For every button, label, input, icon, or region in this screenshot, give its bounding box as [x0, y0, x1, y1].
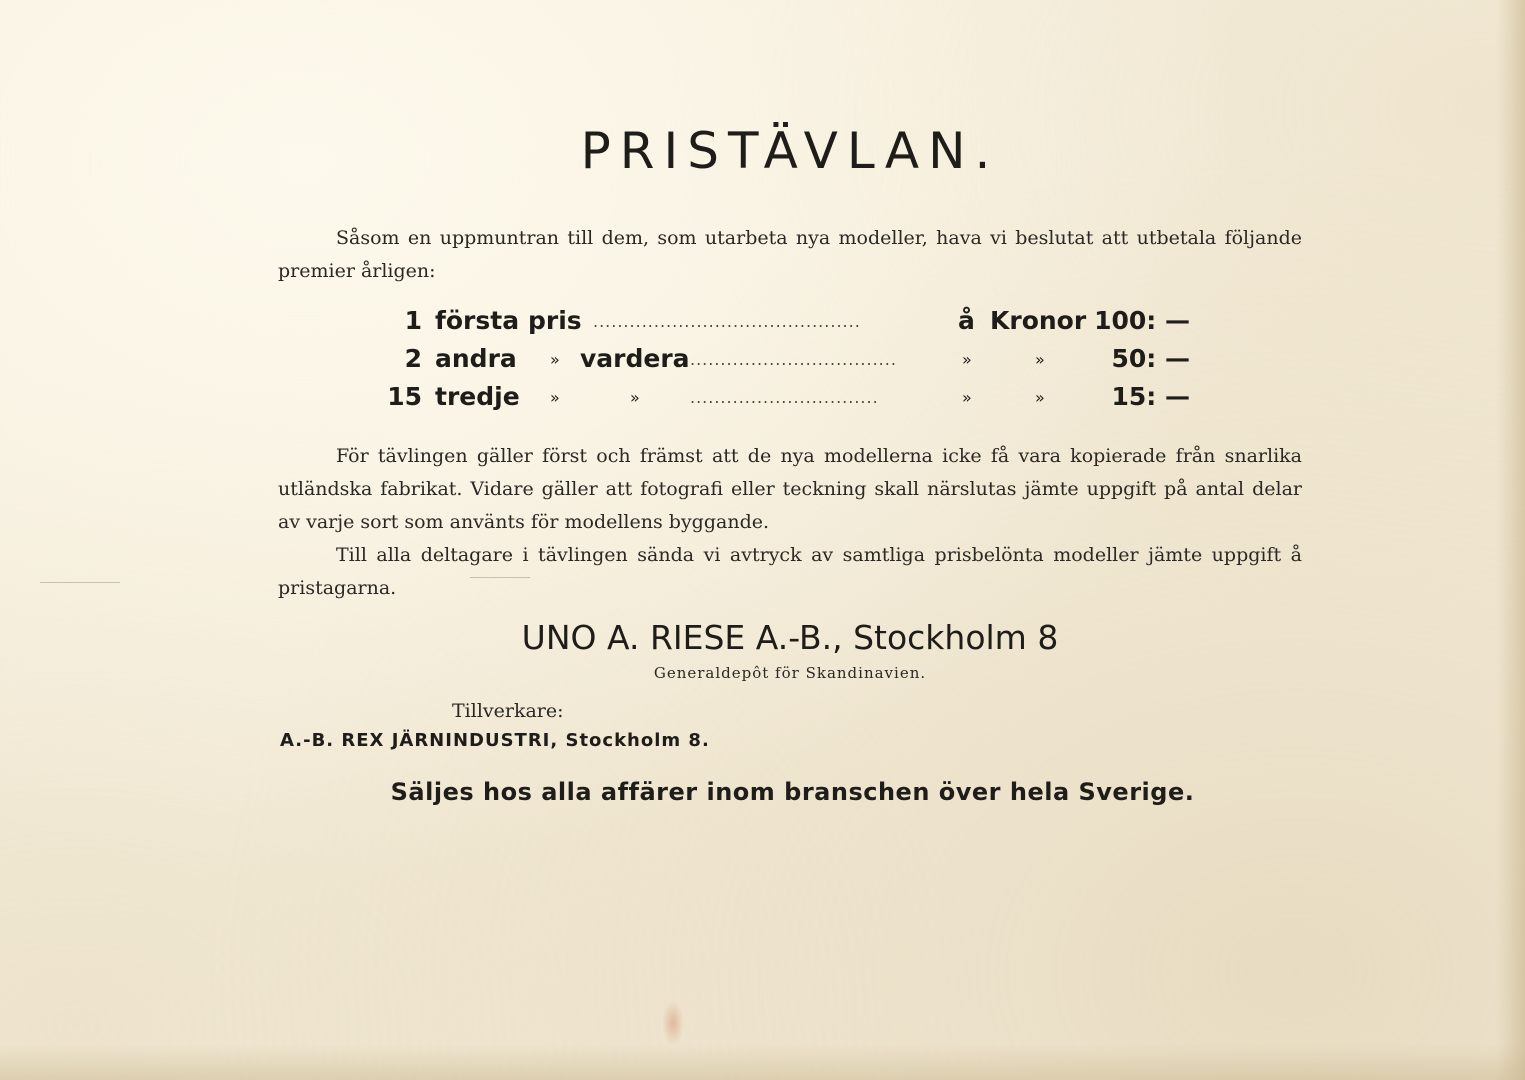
prize-kind: pris: [528, 306, 582, 335]
prize-amount: 100: —: [1094, 306, 1190, 335]
prize-ditto: »: [550, 350, 560, 369]
intro-paragraph: [278, 222, 1302, 288]
rules-text-2: [278, 539, 1302, 605]
prize-name: andra: [435, 344, 517, 373]
prize-dots: ............................................: [593, 312, 861, 331]
prize-count: 2: [404, 344, 422, 373]
company-name: UNO A. RIESE A.-B., Stockholm 8: [521, 618, 1059, 657]
prize-name: första: [435, 306, 520, 335]
paper-crease: [40, 582, 120, 583]
prize-count: 1: [404, 306, 422, 335]
intro-text: Såsom en uppmuntran till dem, som utarbeta nya modeller, hava vi beslutat att utbetala följande premier årligen:: [278, 227, 1302, 282]
prize-name: tredje: [435, 382, 520, 411]
prize-row: [390, 306, 1190, 344]
rules-sentence-1: För tävlingen gäller först och främst att de nya modellerna icke få vara kopierade från snarlika utländska fabrikat. Vidare gäller att fotografi eller teckning skall närslutas jämte uppgift på antal delar av varje sort som använts för modellens byggande.: [278, 445, 1302, 533]
rules-sentence-2: Till alla deltagare i tävlingen sända vi avtryck av samtliga prisbelönta modeller jämte uppgift å pristagarna.: [278, 544, 1302, 599]
paper-stain: [662, 1000, 684, 1046]
sales-note: Säljes hos alla affärer inom branschen över hela Sverige.: [390, 778, 1195, 806]
prize-ditto: »: [550, 388, 560, 407]
paper-edge-shadow-bottom: [0, 1044, 1525, 1080]
rules-paragraph: [278, 440, 1302, 605]
prize-dots: ...............................: [690, 388, 879, 407]
prize-unit: Kronor: [990, 306, 1087, 335]
rules-text-1: [278, 440, 1302, 539]
prize-kind: »: [630, 388, 640, 407]
prize-each: å: [958, 306, 975, 335]
prize-amount: 50: —: [1111, 344, 1190, 373]
prize-unit: »: [1035, 350, 1045, 369]
prize-kind: vardera: [580, 344, 690, 373]
prize-unit: »: [1035, 388, 1045, 407]
company-subtitle: Generaldepôt för Skandinavien.: [653, 664, 927, 682]
prize-each: »: [962, 388, 972, 407]
prize-table: [387, 306, 1190, 420]
prize-row: [390, 344, 1190, 382]
prize-each: »: [962, 350, 972, 369]
prize-row: [387, 382, 1190, 420]
manufacturer-name: A.-B. REX JÄRNINDUSTRI, Stockholm 8.: [280, 730, 710, 751]
prize-amount: 15: —: [1111, 382, 1190, 411]
page-title: PRISTÄVLAN.: [580, 122, 1000, 180]
prize-count: 15: [387, 382, 422, 411]
manufacturer-label: Tillverkare:: [452, 700, 564, 722]
prize-dots: ..................................: [690, 350, 897, 369]
